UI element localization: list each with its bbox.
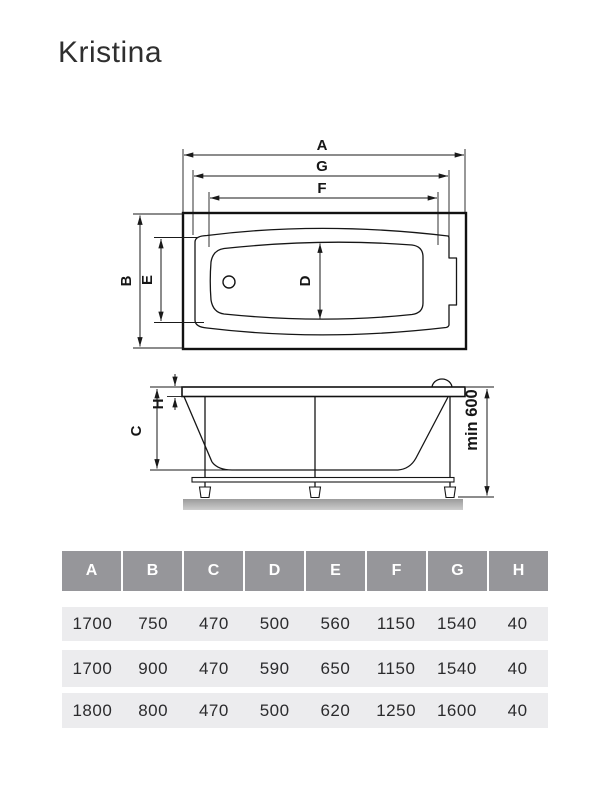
table-cell: 1800 (72, 700, 113, 720)
ground (183, 499, 463, 510)
table-cell: 750 (138, 614, 169, 633)
table-cell: 40 (507, 700, 528, 720)
table-row (62, 693, 548, 728)
dim-label-min-height: min 600 (463, 389, 481, 451)
dim-label-c: C (128, 425, 145, 437)
apron-left (184, 397, 212, 463)
table-cell: 900 (138, 658, 169, 678)
side-view (128, 374, 494, 510)
table-cell: 800 (138, 700, 169, 720)
foot-right (445, 487, 456, 498)
dim-label-d: D (297, 275, 314, 287)
table-header-cell-b: B (123, 551, 182, 591)
table-cell: 470 (198, 658, 229, 678)
dim-label-b: B (118, 275, 135, 287)
foot-left (200, 487, 211, 498)
technical-drawing (0, 130, 606, 535)
table-header-cell-a: A (62, 551, 121, 591)
product-title: Kristina (58, 36, 163, 69)
table-cell: 1700 (72, 614, 113, 633)
table-cell: 1250 (376, 700, 417, 720)
basin-profile (212, 397, 448, 470)
table-cell: 1150 (376, 658, 416, 678)
rim-profile (182, 387, 465, 397)
table-cell: 590 (259, 658, 290, 678)
table-header-cell-h: H (489, 551, 548, 591)
table-header-cell-d: D (245, 551, 304, 591)
table-cell: 560 (320, 614, 351, 633)
table-cell: 500 (259, 614, 290, 633)
table-cell: 620 (320, 700, 351, 720)
top-view (118, 137, 466, 349)
table-cell: 470 (198, 700, 229, 720)
dim-label-f: F (317, 180, 327, 197)
dim-label-h: H (150, 398, 167, 410)
table-cell: 500 (259, 700, 290, 720)
table-cell: 1600 (436, 700, 477, 720)
table-cell: 40 (507, 658, 528, 678)
drain-icon (223, 276, 235, 288)
table-cell: 650 (320, 658, 351, 678)
table-header-cell-g: G (428, 551, 487, 591)
table-header-cell-e: E (306, 551, 365, 591)
table-header-row (62, 551, 548, 591)
table-cell: 1540 (436, 658, 477, 678)
table-header-cell-f: F (367, 551, 426, 591)
dim-label-a: A (316, 137, 328, 154)
frame-bar (192, 478, 454, 483)
foot-middle (310, 487, 321, 498)
table-row (62, 607, 548, 641)
dim-label-e: E (139, 274, 156, 286)
dim-label-g: G (316, 158, 328, 175)
dimensions-table (62, 551, 548, 731)
table-cell: 1150 (376, 614, 416, 633)
table-cell: 40 (507, 614, 528, 633)
table-row (62, 650, 548, 687)
table-cell: 470 (198, 614, 229, 633)
table-cell: 1540 (436, 614, 477, 633)
table-cell: 1700 (72, 658, 113, 678)
table-header-cell-c: C (184, 551, 243, 591)
